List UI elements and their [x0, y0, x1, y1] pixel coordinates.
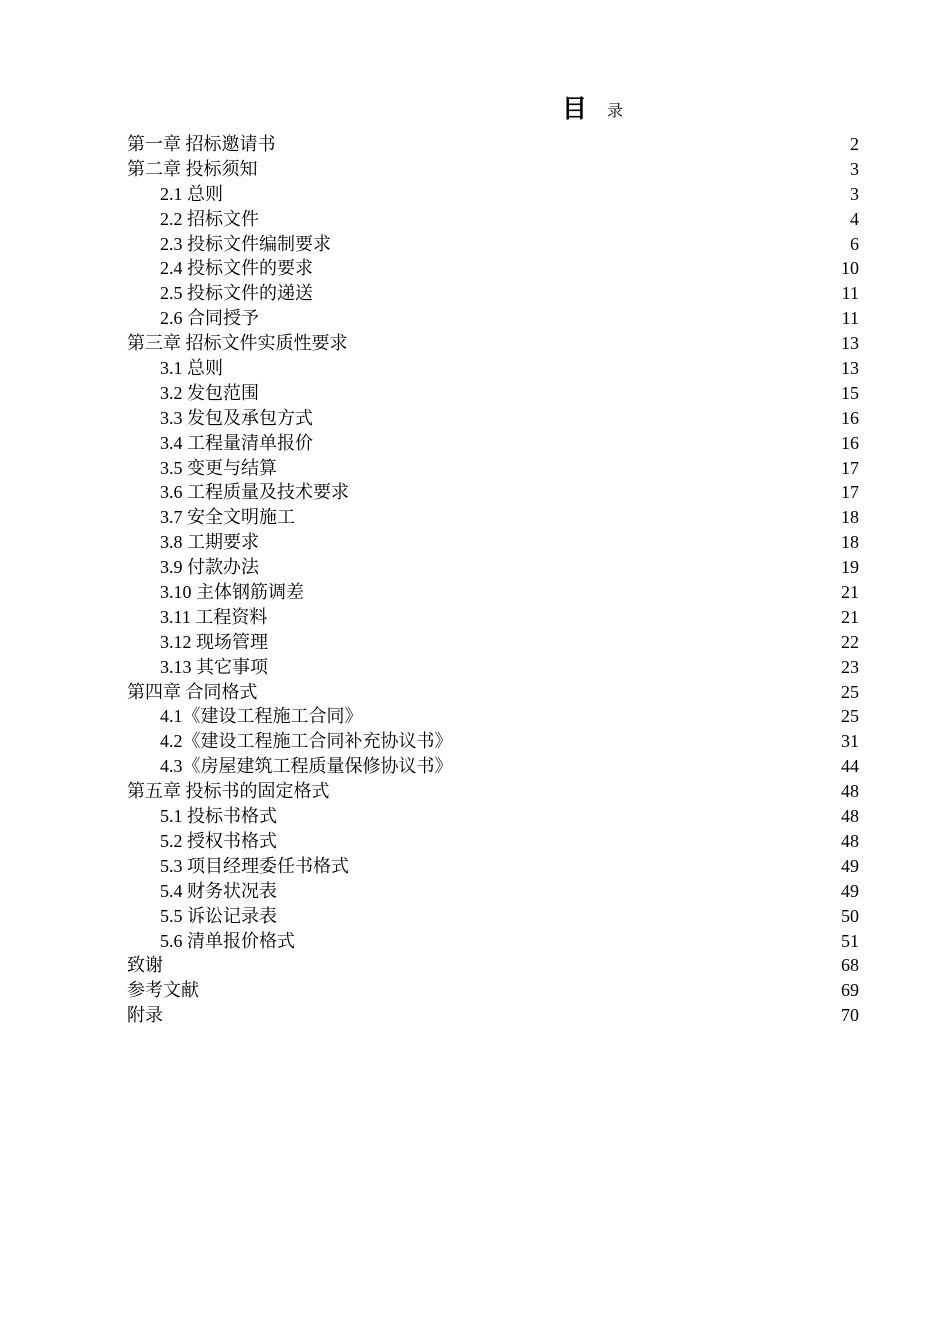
toc-section-entry[interactable] — [127, 505, 859, 530]
toc-chapter-entry[interactable] — [127, 779, 859, 804]
toc-entry-label: 5.1 投标书格式 — [160, 806, 277, 827]
toc-page-number: 23 — [841, 656, 859, 677]
toc-page-number: 48 — [841, 781, 859, 802]
toc-entry-label: 2.1 总则 — [160, 183, 223, 204]
table-of-contents — [127, 132, 859, 1028]
toc-section-entry[interactable] — [127, 804, 859, 829]
toc-section-entry[interactable] — [127, 406, 859, 431]
toc-chapter-entry[interactable] — [127, 331, 859, 356]
toc-section-entry[interactable] — [127, 904, 859, 929]
toc-page-number: 25 — [841, 681, 859, 702]
toc-entry-label: 3.11 工程资料 — [160, 606, 268, 627]
toc-page-number: 11 — [841, 283, 859, 304]
toc-entry-label: 2.4 投标文件的要求 — [160, 258, 313, 279]
toc-page-number: 68 — [841, 955, 859, 976]
toc-page-number: 4 — [850, 208, 859, 229]
toc-entry-label: 第五章 投标书的固定格式 — [127, 781, 330, 802]
toc-chapter-entry[interactable] — [127, 953, 859, 978]
toc-page-number: 15 — [841, 382, 859, 403]
toc-section-entry[interactable] — [127, 829, 859, 854]
toc-entry-label: 第一章 招标邀请书 — [127, 134, 276, 154]
toc-entry-label: 致谢 — [127, 955, 163, 976]
toc-section-entry[interactable] — [127, 605, 859, 630]
toc-section-entry[interactable] — [127, 256, 859, 281]
toc-chapter-entry[interactable] — [127, 978, 859, 1003]
toc-section-entry[interactable] — [127, 879, 859, 904]
toc-entry-label: 3.10 主体钢筋调差 — [160, 582, 304, 603]
toc-entry-label: 5.5 诉讼记录表 — [160, 905, 277, 926]
toc-entry-label: 5.3 项目经理委任书格式 — [160, 855, 349, 876]
toc-entry-label: 4.3《房屋建筑工程质量保修协议书》 — [160, 756, 453, 777]
toc-section-entry[interactable] — [127, 281, 859, 306]
toc-chapter-entry[interactable] — [127, 680, 859, 705]
toc-page-number: 22 — [841, 631, 859, 652]
toc-section-entry[interactable] — [127, 431, 859, 456]
toc-entry-label: 参考文献 — [127, 980, 199, 1001]
toc-page-number: 13 — [841, 333, 859, 354]
toc-chapter-entry[interactable] — [127, 157, 859, 182]
toc-page-number: 49 — [841, 880, 859, 901]
toc-section-entry[interactable] — [127, 456, 859, 481]
toc-entry-label: 2.3 投标文件编制要求 — [160, 233, 331, 254]
toc-section-entry[interactable] — [127, 530, 859, 555]
toc-entry-label: 3.13 其它事项 — [160, 656, 268, 677]
toc-page-number: 69 — [841, 980, 859, 1001]
toc-entry-label: 第二章 投标须知 — [127, 158, 258, 179]
toc-page-number: 44 — [841, 756, 859, 777]
toc-entry-label: 附录 — [127, 1005, 163, 1026]
toc-section-entry[interactable] — [127, 754, 859, 779]
toc-entry-label: 3.2 发包范围 — [160, 382, 259, 403]
toc-section-entry[interactable] — [127, 232, 859, 257]
toc-page-number: 6 — [850, 233, 859, 254]
toc-entry-label: 3.7 安全文明施工 — [160, 507, 295, 528]
toc-page-number: 18 — [841, 507, 859, 528]
toc-entry-label: 2.5 投标文件的递送 — [160, 283, 313, 304]
toc-section-entry[interactable] — [127, 630, 859, 655]
toc-page-number: 48 — [841, 806, 859, 827]
toc-entry-label: 3.9 付款办法 — [160, 557, 259, 578]
toc-page-number: 16 — [841, 407, 859, 428]
toc-section-entry[interactable] — [127, 306, 859, 331]
toc-page-number: 2 — [850, 134, 859, 154]
toc-chapter-entry[interactable] — [127, 1003, 859, 1028]
toc-section-entry[interactable] — [127, 356, 859, 381]
toc-entry-label: 2.6 合同授予 — [160, 308, 259, 329]
toc-section-entry[interactable] — [127, 555, 859, 580]
toc-page-number: 21 — [841, 582, 859, 603]
toc-entry-label: 3.8 工期要求 — [160, 532, 259, 553]
toc-page-number: 17 — [841, 482, 859, 503]
toc-entry-label: 4.1《建设工程施工合同》 — [160, 706, 363, 727]
toc-page-number: 48 — [841, 830, 859, 851]
toc-page-number: 19 — [841, 557, 859, 578]
toc-page-number: 50 — [841, 905, 859, 926]
toc-page-number: 16 — [841, 432, 859, 453]
toc-entry-label: 3.4 工程量清单报价 — [160, 432, 313, 453]
toc-page-number: 49 — [841, 855, 859, 876]
toc-page-number: 3 — [850, 183, 859, 204]
toc-entry-label: 第四章 合同格式 — [127, 681, 258, 702]
toc-chapter-entry[interactable] — [127, 132, 859, 157]
toc-heading-sub: 录 — [607, 101, 624, 120]
toc-section-entry[interactable] — [127, 580, 859, 605]
toc-page-number: 70 — [841, 1005, 859, 1026]
toc-heading — [0, 92, 950, 128]
toc-section-entry[interactable] — [127, 655, 859, 680]
toc-page-number: 17 — [841, 457, 859, 478]
toc-page-number: 25 — [841, 706, 859, 727]
toc-section-entry[interactable] — [127, 729, 859, 754]
toc-entry-label: 4.2《建设工程施工合同补充协议书》 — [160, 731, 453, 752]
toc-section-entry[interactable] — [127, 854, 859, 879]
toc-page-number: 10 — [841, 258, 859, 279]
toc-entry-label: 5.6 清单报价格式 — [160, 930, 295, 951]
toc-page-number: 11 — [841, 308, 859, 329]
toc-section-entry[interactable] — [127, 480, 859, 505]
toc-section-entry[interactable] — [127, 182, 859, 207]
toc-heading-main: 目 — [562, 94, 588, 123]
toc-entry-label: 3.6 工程质量及技术要求 — [160, 482, 349, 503]
toc-page-number: 21 — [841, 606, 859, 627]
toc-entry-label: 3.1 总则 — [160, 358, 223, 379]
toc-entry-label: 5.2 授权书格式 — [160, 830, 277, 851]
toc-page-number: 31 — [841, 731, 859, 752]
toc-section-entry[interactable] — [127, 929, 859, 954]
toc-entry-label: 第三章 招标文件实质性要求 — [127, 333, 348, 354]
toc-entry-label: 5.4 财务状况表 — [160, 880, 277, 901]
toc-section-entry[interactable] — [127, 704, 859, 729]
toc-page-number: 13 — [841, 358, 859, 379]
toc-entry-label: 3.5 变更与结算 — [160, 457, 277, 478]
toc-page-number: 3 — [850, 158, 859, 179]
toc-page-number: 18 — [841, 532, 859, 553]
toc-section-entry[interactable] — [127, 381, 859, 406]
toc-page-number: 51 — [841, 930, 859, 951]
toc-entry-label: 3.12 现场管理 — [160, 631, 268, 652]
toc-entry-label: 2.2 招标文件 — [160, 208, 259, 229]
toc-section-entry[interactable] — [127, 207, 859, 232]
toc-entry-label: 3.3 发包及承包方式 — [160, 407, 313, 428]
